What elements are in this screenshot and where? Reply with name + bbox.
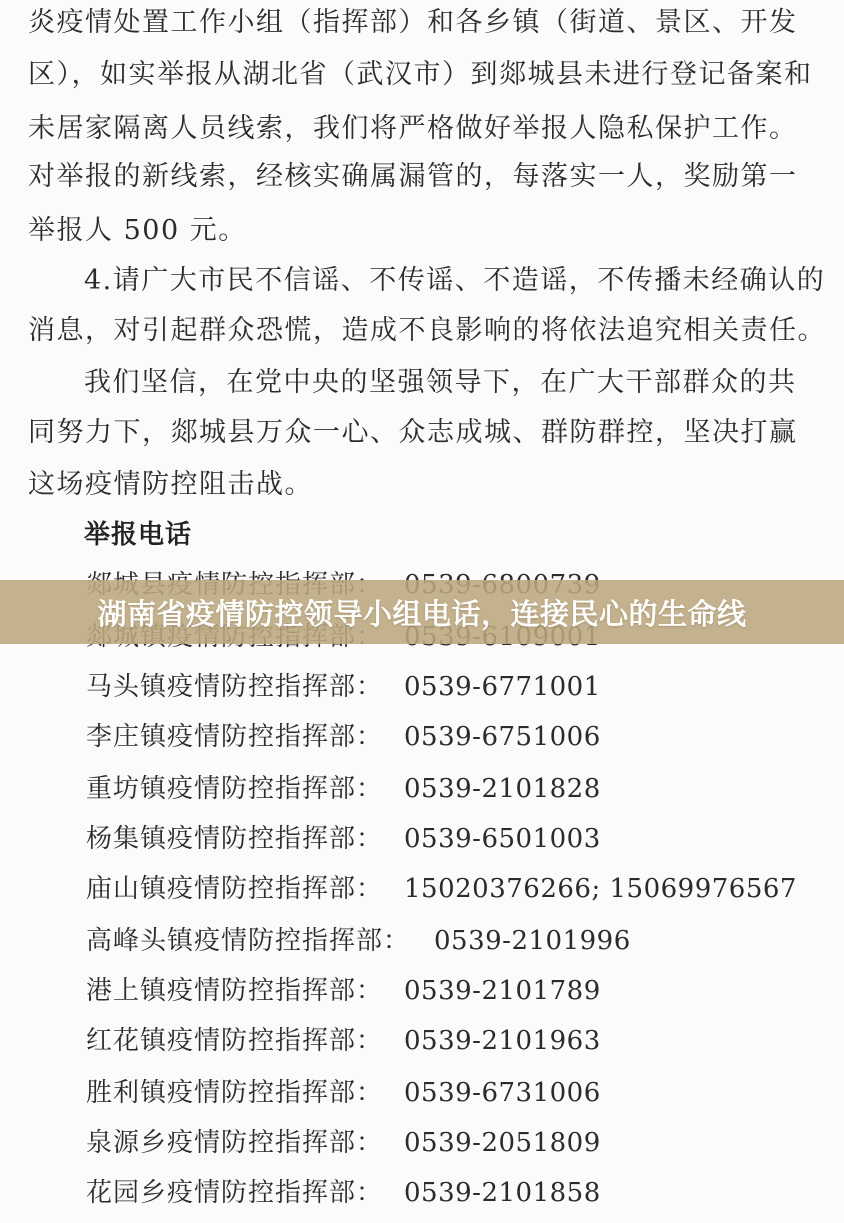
contact-phone: 0539-6731006 xyxy=(404,1078,601,1108)
contact-phone: 0539-2051809 xyxy=(404,1128,601,1158)
title-banner xyxy=(0,580,844,644)
contact-row xyxy=(86,872,797,906)
paragraph-line: 举报人 500 元。 xyxy=(28,215,247,246)
contact-name: 李庄镇疫情防控指挥部： xyxy=(86,722,384,752)
contact-row xyxy=(86,772,601,806)
paragraph-line: 这场疫情防控阻击战。 xyxy=(28,469,313,500)
contact-row xyxy=(86,670,601,704)
contact-row xyxy=(86,1076,601,1110)
contact-phone: 0539-2101789 xyxy=(404,976,601,1006)
paragraph-line: 未居家隔离人员线索，我们将严格做好举报人隐私保护工作。 xyxy=(28,113,798,144)
contact-name: 花园乡疫情防控指挥部： xyxy=(86,1178,384,1208)
contact-row xyxy=(86,924,631,958)
contact-phone: 0539-2101996 xyxy=(434,926,631,956)
contact-name: 庙山镇疫情防控指挥部： xyxy=(86,874,384,904)
contact-phone: 0539-6751006 xyxy=(404,722,601,752)
contact-phone: 0539-6771001 xyxy=(404,672,601,702)
contact-phone: 0539-2101963 xyxy=(404,1026,601,1056)
paragraph-line: 同努力下，郯城县万众一心、众志成城、群防群控，坚决打赢 xyxy=(28,417,798,448)
paragraph-line: 消息，对引起群众恐慌，造成不良影响的将依法追究相关责任。 xyxy=(28,315,826,346)
contact-phone: 0539-6501003 xyxy=(404,824,601,854)
contact-name: 红花镇疫情防控指挥部： xyxy=(86,1026,384,1056)
contact-name: 杨集镇疫情防控指挥部： xyxy=(86,824,384,854)
contact-name: 胜利镇疫情防控指挥部： xyxy=(86,1078,384,1108)
contact-phone: 15020376266; 15069976567 xyxy=(404,874,797,904)
contact-row xyxy=(86,1176,601,1210)
contact-name: 港上镇疫情防控指挥部： xyxy=(86,976,384,1006)
section-heading: 举报电话 xyxy=(84,520,193,550)
paragraph-line: 炎疫情处置工作小组（指挥部）和各乡镇（街道、景区、开发 xyxy=(28,7,798,38)
contact-row xyxy=(86,1024,601,1058)
banner-title: 湖南省疫情防控领导小组电话，连接民心的生命线 xyxy=(97,596,747,631)
contact-row xyxy=(86,720,601,754)
contact-phone: 0539-2101858 xyxy=(404,1178,601,1208)
paragraph-line: 对举报的新线索，经核实确属漏管的，每落实一人，奖励第一 xyxy=(28,161,798,192)
contact-name: 泉源乡疫情防控指挥部： xyxy=(86,1128,384,1158)
contact-name: 重坊镇疫情防控指挥部： xyxy=(86,774,384,804)
paragraph-line: 4.请广大市民不信谣、不传谣、不造谣，不传播未经确认的 xyxy=(84,265,826,296)
contact-name: 高峰头镇疫情防控指挥部： xyxy=(86,926,411,956)
contact-row xyxy=(86,1126,601,1160)
contact-row xyxy=(86,974,601,1008)
contact-name: 马头镇疫情防控指挥部： xyxy=(86,672,384,702)
paragraph-line: 区），如实举报从湖北省（武汉市）到郯城县未进行登记备案和 xyxy=(28,59,813,90)
contact-phone: 0539-2101828 xyxy=(404,774,601,804)
paragraph-line: 我们坚信，在党中央的坚强领导下，在广大干部群众的共 xyxy=(84,367,797,398)
contact-row xyxy=(86,822,601,856)
